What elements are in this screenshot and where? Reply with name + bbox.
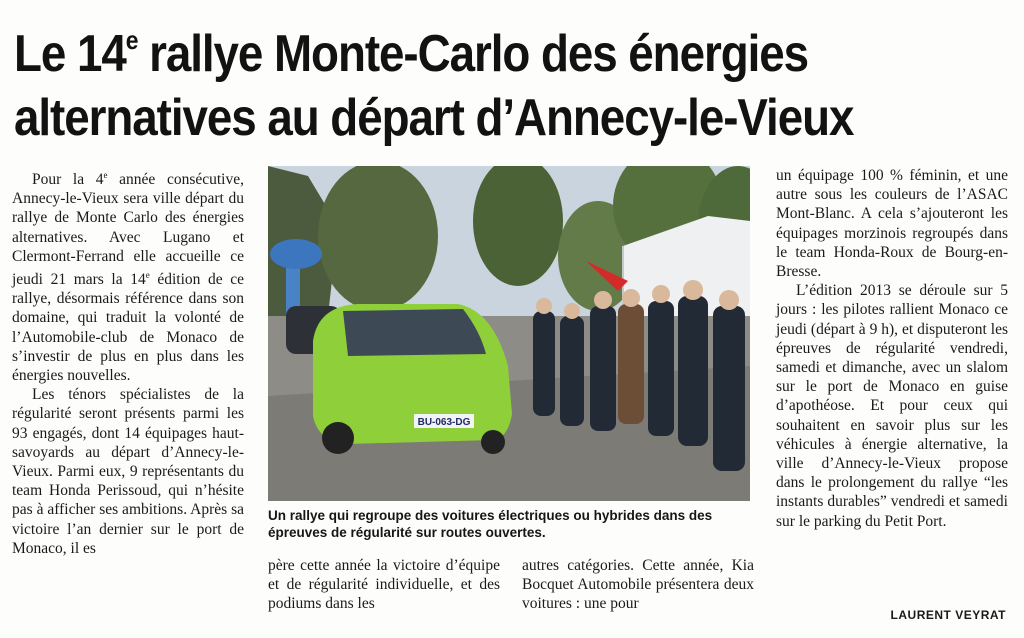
paragraph: autres catégories. Cette année, Kia Bocquet Automobile présentera deux voitures : une pour: [522, 557, 754, 613]
rally-photo: [268, 166, 750, 501]
paragraph: Pour la 4e année consécutive, Annecy-le-Vieux sera ville départ du rallye de Monte Carlo des énergies alternatives. Avec Lugano et Clermont-Ferrand elle accueille ce jeudi 21 mars la 14e édition de ce rallye, désormais référence dans son domaine, qui traduit la volonté de l’Automobile-club de Monaco de s’investir de plus en plus dans les énergies nouvelles.: [12, 170, 244, 385]
rally-photo-illustration: [268, 166, 750, 501]
paragraph: L’édition 2013 se déroule sur 5 jours : les pilotes rallient Monaco ce jeudi (départ à 9 h), et disputeront les épreuves de régularité vendredi, samedi et dimanche, avec un slalom sur le port de Monaco en guise d’apothéose. Et pour ceux qui souhaitent en savoir plus sur les véhicules à énergie alternative, la ville d’Annecy-le-Vieux propose dans le prolongement du rallye “les instants durables” vendredi et samedi sur le parking du Petit Port.: [776, 282, 1008, 530]
article-column-1: [12, 166, 244, 558]
headline: [14, 8, 894, 150]
paragraph: un équipage 100 % féminin, et une autre sous les couleurs de l’ASAC Mont-Blanc. A cela s’ajouteront les équipages morzinois regroupés dans le team Honda-Roux de Bourg-en-Bresse.: [776, 167, 1008, 281]
license-plate: BU-063-DG: [417, 417, 471, 428]
photo-caption: Un rallye qui regroupe des voitures électriques ou hybrides dans des épreuves de régularité sur routes ouvertes.: [268, 508, 713, 540]
headline-line-1: Le 14e rallye Monte-Carlo des énergies: [14, 25, 809, 83]
paragraph: père cette année la victoire d’équipe et de régularité individuelle, et des podiums dans les: [268, 557, 500, 613]
article-column-2: [268, 556, 500, 614]
article-column-4: [776, 166, 1008, 531]
paragraph: Les ténors spécialistes de la régularité seront présents parmi les 93 engagés, dont 14 équipages haut-savoyards au départ d’Annecy-le-Vieux. Parmi eux, 9 représentants du team Honda Perissoud, qui n’hésite pas à afficher ses ambitions. Après sa victoire l’an dernier sur le port de Monaco, il es: [12, 386, 244, 557]
article-column-3: [522, 556, 754, 614]
author-byline: LAURENT VEYRAT: [890, 608, 1006, 622]
headline-line-2: alternatives au départ d’Annecy-le-Vieux: [14, 89, 854, 147]
